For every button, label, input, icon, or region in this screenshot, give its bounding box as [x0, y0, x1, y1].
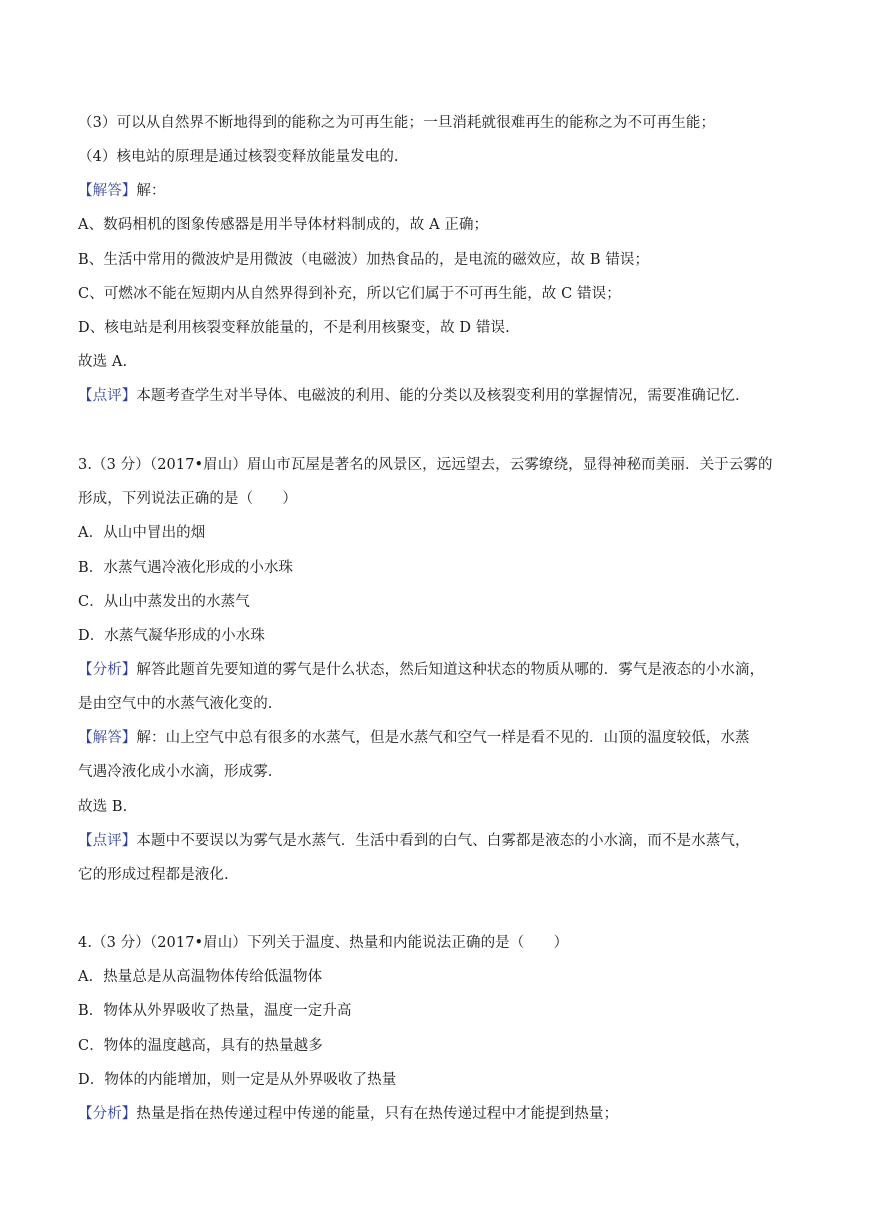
q3-choice: 故选 B.: [78, 799, 128, 815]
analysis-item-3: （3）可以从自然界不断地得到的能称之为可再生能；一旦消耗就很难再生的能称之为不可再生能；: [78, 115, 716, 131]
comment-paragraph: [78, 386, 798, 406]
q4-stem: 4.（3 分）（2017•眉山）下列关于温度、热量和内能说法正确的是（ ）: [78, 935, 569, 951]
answer-line-b: B、生活中常用的微波炉是用微波（电磁波）加热食品的，是电流的磁效应，故 B 错误；: [78, 252, 650, 268]
q3-comment-tag: 【点评】: [78, 833, 137, 849]
q3-stem-line-2: 形成，下列说法正确的是（ ）: [78, 491, 297, 507]
answer-tag: 【解答】: [78, 183, 137, 199]
q3-option-c: C．从山中蒸发出的水蒸气: [78, 594, 250, 610]
q3-stem-line-1: 3.（3 分）（2017•眉山）眉山市瓦屋是著名的风景区，远远望去，云雾缭绕，显得神秘而美丽．关于云雾的: [78, 457, 773, 473]
comment-tag: 【点评】: [78, 388, 137, 404]
q4-option-d: D．物体的内能增加，则一定是从外界吸收了热量: [78, 1072, 397, 1088]
q4-option-c: C．物体的温度越高，具有的热量越多: [78, 1038, 323, 1054]
answer-line-d: D、核电站是利用核裂变释放能量的，不是利用核聚变，故 D 错误.: [78, 320, 510, 336]
q4-option-a: A．热量总是从高温物体传给低温物体: [78, 969, 323, 985]
answer-line-c: C、可燃冰不能在短期内从自然界得到补充，所以它们属于不可再生能，故 C 错误；: [78, 286, 621, 302]
answer-intro: 解：: [136, 183, 166, 199]
q3-answer-line-2: 气遇冷液化成小水滴，形成雾.: [78, 764, 273, 780]
answer-header: [78, 181, 798, 201]
q3-analysis-line-1: [78, 660, 798, 680]
q3-analysis-text: 解答此题首先要知道的雾气是什么状态，然后知道这种状态的物质从哪的．雾气是液态的小水滴，: [136, 662, 765, 678]
q4-option-b: B．物体从外界吸收了热量，温度一定升高: [78, 1003, 352, 1019]
comment-text: 本题考查学生对半导体、电磁波的利用、能的分类以及核裂变利用的掌握情况，需要准确记忆.: [136, 388, 740, 404]
q4-analysis-line: [78, 1104, 798, 1124]
answer-choice: 故选 A.: [78, 354, 128, 370]
q3-answer-text: 解：山上空气中总有很多的水蒸气，但是水蒸气和空气一样是看不见的．山顶的温度较低，水蒸: [136, 730, 750, 746]
q3-answer-tag: 【解答】: [78, 730, 137, 746]
q3-analysis-tag: 【分析】: [78, 662, 137, 678]
q3-comment-line-1: [78, 831, 798, 851]
q3-answer-line-1: [78, 728, 798, 748]
q3-comment-line-2: 它的形成过程都是液化.: [78, 867, 229, 883]
q4-analysis-tag: 【分析】: [78, 1106, 137, 1122]
analysis-item-4: （4）核电站的原理是通过核裂变释放能量发电的.: [78, 149, 399, 165]
q3-option-d: D．水蒸气凝华形成的小水珠: [78, 628, 265, 644]
q3-analysis-line-2: 是由空气中的水蒸气液化变的.: [78, 696, 273, 712]
answer-line-a: A、数码相机的图象传感器是用半导体材料制成的，故 A 正确；: [78, 217, 489, 233]
q4-analysis-text: 热量是指在热传递过程中传递的能量，只有在热传递过程中才能提到热量；: [136, 1106, 619, 1122]
q3-option-b: B．水蒸气遇冷液化形成的小水珠: [78, 560, 294, 576]
q3-comment-text: 本题中不要误以为雾气是水蒸气．生活中看到的白气、白雾都是液态的小水滴，而不是水蒸气，: [136, 833, 750, 849]
q3-option-a: A．从山中冒出的烟: [78, 525, 206, 541]
